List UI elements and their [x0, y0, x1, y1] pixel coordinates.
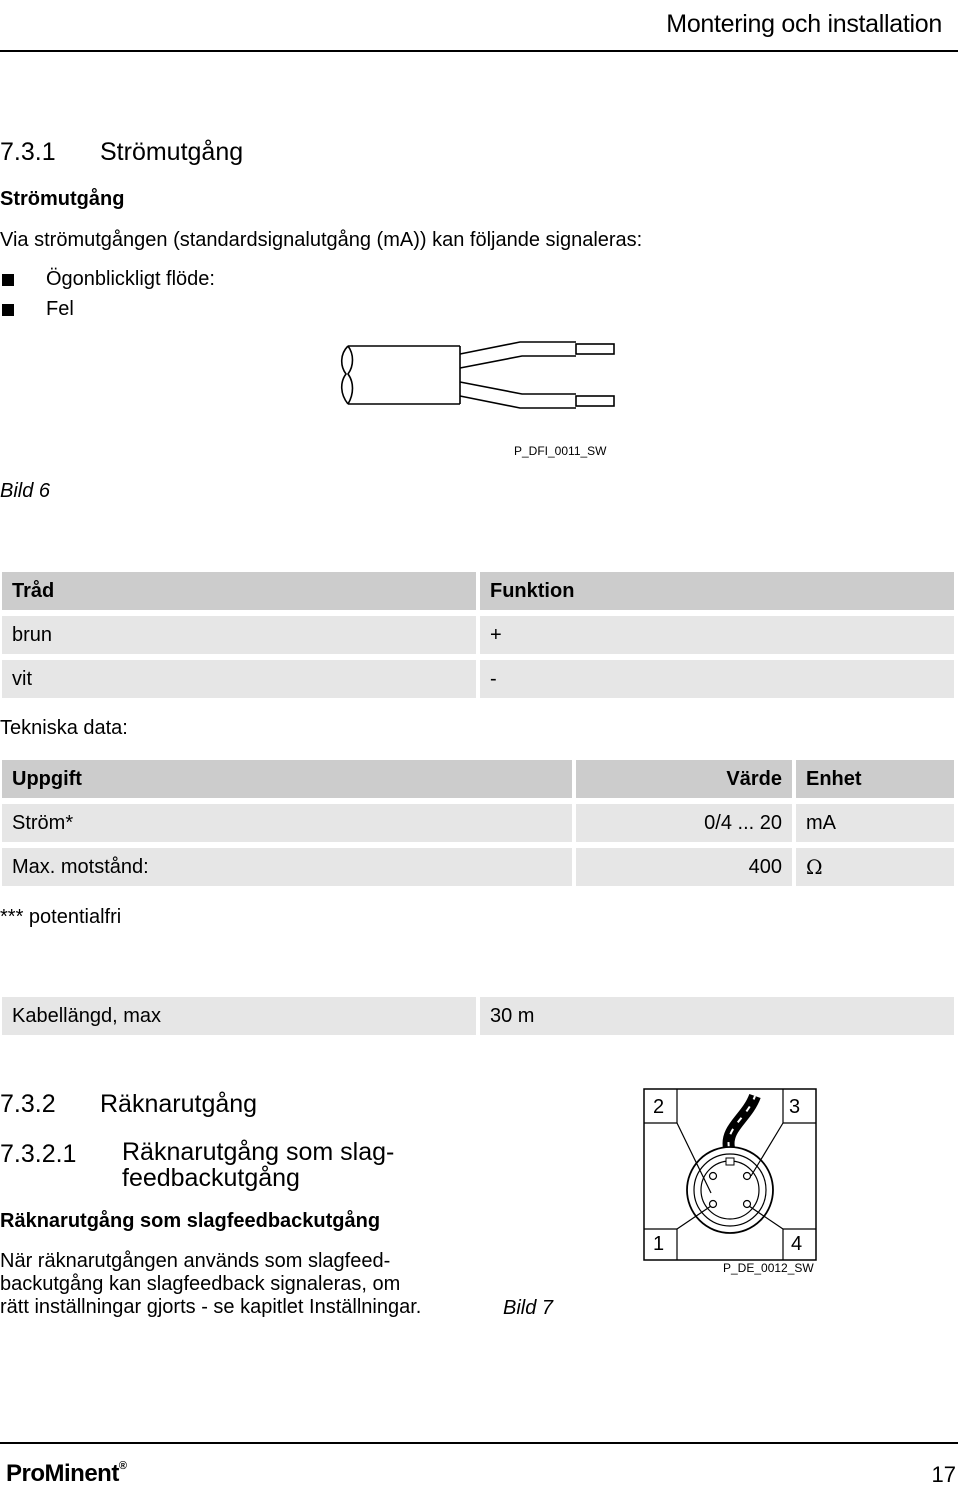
table-cell: Ström* — [2, 804, 572, 842]
table-header-cell: Funktion — [480, 572, 954, 610]
footnote: *** potentialfri — [0, 906, 122, 928]
subheading: Strömutgång — [0, 188, 125, 210]
intro-text: Via strömutgången (standardsignalutgång (mA)) kan följande signaleras: — [0, 229, 643, 251]
header-rule — [0, 50, 958, 52]
connector-pinout-figure — [643, 1088, 817, 1262]
section-731-heading — [0, 138, 400, 170]
paragraph — [0, 1250, 500, 1319]
pin-label: 2 — [653, 1096, 665, 1118]
section-title-line: Räknarutgång som slag- — [122, 1138, 395, 1166]
section-number: 7.3.1 — [0, 138, 56, 166]
figure-code: P_DE_0012_SW — [723, 1261, 814, 1275]
section-7321-heading — [0, 1138, 460, 1198]
paragraph-line: När räknarutgången används som slagfeed- — [0, 1250, 391, 1272]
section-title: Räknarutgång — [100, 1090, 258, 1118]
bullet-marker — [2, 304, 14, 316]
logo-registered-mark: ® — [118, 1460, 127, 1472]
bullet-item: Fel — [46, 298, 74, 320]
table-cell: 30 m — [480, 997, 954, 1035]
section-732-heading — [0, 1090, 420, 1122]
cable-illustration — [336, 332, 626, 418]
table-cell: + — [480, 616, 954, 654]
section-title-line: feedbackutgång — [122, 1164, 300, 1192]
table-cell: - — [480, 660, 954, 698]
tech-data-label: Tekniska data: — [0, 717, 128, 739]
subheading: Räknarutgång som slagfeedbackutgång — [0, 1210, 381, 1232]
table-cell: brun — [2, 616, 476, 654]
footer-rule — [0, 1442, 958, 1444]
table-cell: 400 — [576, 848, 792, 886]
table-cell: vit — [2, 660, 476, 698]
table-header-cell: Enhet — [796, 760, 954, 798]
bullet-marker — [2, 274, 14, 286]
bullet-item: Ögonblickligt flöde: — [46, 268, 215, 290]
table-header-cell: Tråd — [2, 572, 476, 610]
table-cell: Ω — [796, 848, 954, 886]
section-title: Strömutgång — [100, 138, 244, 166]
page-number: 17 — [931, 1462, 956, 1487]
table-cell: 0/4 ... 20 — [576, 804, 792, 842]
figure-caption: Bild 7 — [503, 1297, 554, 1319]
table-cell: Kabellängd, max — [2, 997, 476, 1035]
pin-label: 1 — [653, 1233, 665, 1255]
page-header-title: Montering och installation — [666, 10, 942, 38]
section-number: 7.3.2 — [0, 1090, 56, 1118]
table-cell: Max. motstånd: — [2, 848, 572, 886]
figure-code: P_DFI_0011_SW — [514, 444, 607, 458]
logo-part: Minent — [44, 1460, 119, 1487]
pin-label: 4 — [791, 1233, 803, 1255]
bullet-list — [0, 268, 400, 328]
pin-label: 3 — [789, 1096, 801, 1118]
paragraph-line: rätt inställningar gjorts - se kapitlet Inställningar. — [0, 1296, 422, 1318]
table-header-cell: Uppgift — [2, 760, 572, 798]
logo-part: Pro — [6, 1460, 45, 1487]
paragraph-line: backutgång kan slagfeedback signaleras, om — [0, 1273, 401, 1295]
table-cell: mA — [796, 804, 954, 842]
table-header-cell: Värde — [576, 760, 792, 798]
figure-caption: Bild 6 — [0, 480, 51, 502]
brand-logo — [6, 1460, 126, 1488]
section-number: 7.3.2.1 — [0, 1140, 77, 1168]
